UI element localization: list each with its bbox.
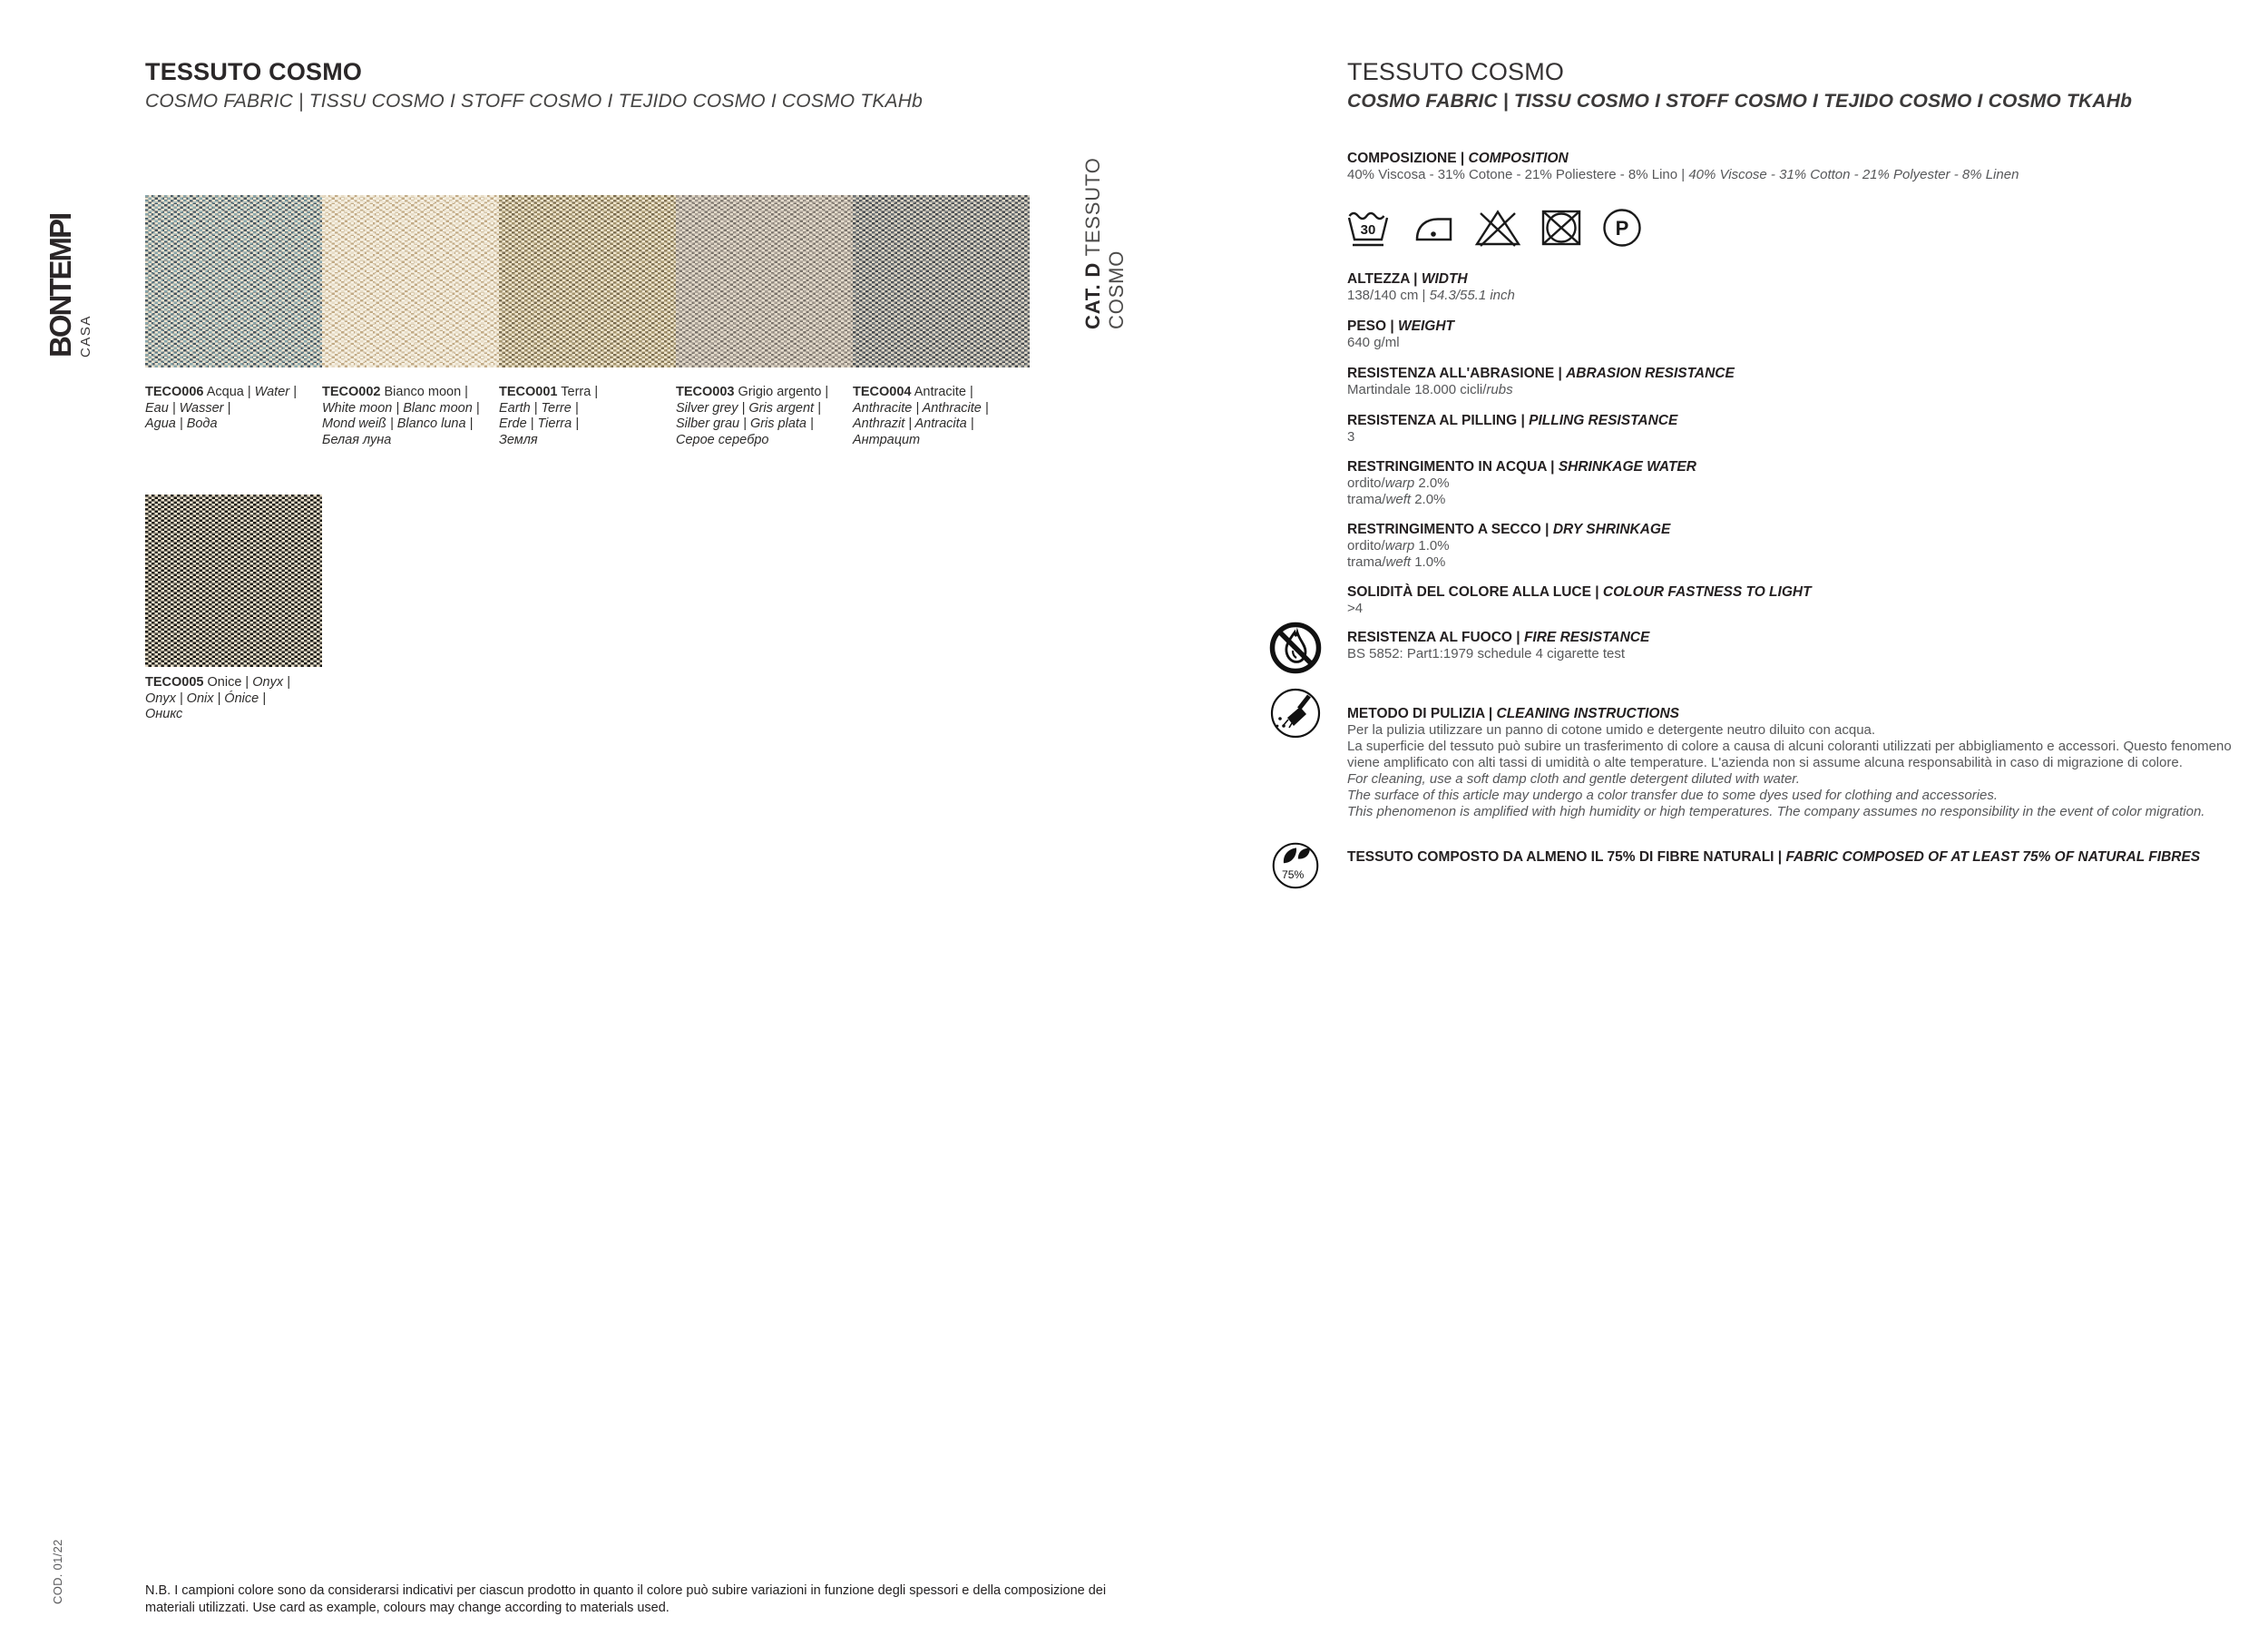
spec-abrasion-resistance: RESISTENZA ALL'ABRASIONE | ABRASION RESISTANCE Martindale 18.000 cicli/rubs	[1347, 366, 1735, 397]
swatch-label-line1: TECO003 Grigio argento |	[676, 385, 829, 399]
swatch-label-teco002: TECO002 Bianco moon | White moon | Blanc moon | Mond weiß | Blanco luna | Белая луна	[322, 385, 496, 448]
fabric-swatch-terra	[499, 195, 676, 367]
spec-colour-fastness: SOLIDITÀ DEL COLORE ALLA LUCE | COLOUR FASTNESS TO LIGHT >4	[1347, 584, 1812, 616]
spec-composition: COMPOSIZIONE | COMPOSITION 40% Viscosa - 31% Cotone - 21% Poliestere - 8% Lino | 40% Viscose - 31% Cotton - 21% Polyester - 8% Linen	[1347, 151, 2019, 182]
spec-weight: PESO | WEIGHT 640 g/ml	[1347, 318, 1455, 350]
fabric-swatch-grigio-argento	[676, 195, 853, 367]
page-title-right: TESSUTO COSMO	[1347, 58, 1565, 85]
swatch-label-teco006: TECO006 Acqua | Water | Eau | Wasser | Agua | Вода	[145, 385, 319, 433]
swatch-label-teco005: TECO005 Onice | Onyx | Onyx | Onix | Ónice | Оникс	[145, 675, 319, 723]
swatch-label-line1: TECO005 Onice | Onyx |	[145, 675, 290, 690]
spec-cleaning-instructions: METODO DI PULIZIA | CLEANING INSTRUCTIONS Per la pulizia utilizzare un panno di cotone umido e detergente neutro diluito con acqua. La superficie del tessuto può subire un trasferimento di colore a causa di alcuni coloranti utilizzati per abbigliamento e accessori. Questo fenomeno viene amplificato con alti tassi di umidità o alte temperature. L'azienda non si assume alcuna responsabilità in caso di migrazione di colore. For cleaning, use a soft damp cloth and gentle detergent diluted with water. The surface of this article may undergo a color transfer due to some dyes used for clothing and accessories. This phenomenon is amplified with high humidity or high temperatures. The company assumes no responsibility in the event of color migration.	[1347, 706, 2232, 819]
swatch-label-line1: TECO001 Terra |	[499, 385, 599, 399]
swatch-label-line1: TECO002 Bianco moon |	[322, 385, 468, 399]
fabric-swatch-antracite	[853, 195, 1030, 367]
spec-fire-resistance: RESISTENZA AL FUOCO | FIRE RESISTANCE BS 5852: Part1:1979 schedule 4 cigarette test	[1347, 630, 1650, 661]
do-not-bleach-icon	[1474, 207, 1521, 249]
svg-text:30: 30	[1360, 222, 1376, 238]
page-title-left: TESSUTO COSMO	[145, 58, 363, 85]
brand-logo-text: BONTEMPI	[44, 213, 77, 358]
spec-dry-shrinkage: RESTRINGIMENTO A SECCO | DRY SHRINKAGE ordito/warp 1.0% trama/weft 1.0%	[1347, 522, 1671, 570]
swatch-label-teco001: TECO001 Terra | Earth | Terre | Erde | Tierra | Земля	[499, 385, 673, 448]
fabric-swatch-acqua	[145, 195, 322, 367]
care-icons-row	[1345, 207, 1643, 249]
swatch-label-line1: TECO006 Acqua | Water |	[145, 385, 297, 399]
cleaning-brush-icon	[1268, 686, 1323, 740]
page-subtitle-left: COSMO FABRIC | TISSU COSMO I STOFF COSMO I TEJIDO COSMO I COSMO TKAHb	[145, 91, 923, 112]
document-code: COD. 01/22	[51, 1539, 64, 1604]
fire-resistance-icon	[1268, 621, 1323, 675]
iron-icon	[1408, 211, 1457, 249]
wash-30-icon	[1345, 207, 1391, 249]
spec-width: ALTEZZA | WIDTH 138/140 cm | 54.3/55.1 inch	[1347, 271, 1515, 303]
natural-fibres-75-icon	[1270, 840, 1321, 891]
fabric-swatch-strip	[145, 195, 1030, 367]
category-code: CAT. D	[1081, 261, 1104, 329]
fabric-swatch-onice	[145, 495, 322, 667]
dry-clean-p-icon	[1601, 207, 1643, 249]
swatch-label-line1: TECO004 Antracite |	[853, 385, 973, 399]
swatch-label-teco004: TECO004 Antracite | Anthracite | Anthracite | Anthrazit | Antracita | Антрацит	[853, 385, 1027, 448]
svg-text:75%: 75%	[1282, 868, 1305, 881]
svg-text:P: P	[1615, 217, 1629, 240]
page-subtitle-right: COSMO FABRIC | TISSU COSMO I STOFF COSMO I TEJIDO COSMO I COSMO TKAHb	[1347, 91, 2133, 112]
fabric-swatch-bianco-moon	[322, 195, 499, 367]
brand-logo	[44, 165, 93, 358]
spec-shrinkage-water: RESTRINGIMENTO IN ACQUA | SHRINKAGE WATER ordito/warp 2.0% trama/weft 2.0%	[1347, 459, 1696, 507]
swatch-label-teco003: TECO003 Grigio argento | Silver grey | Gris argent | Silber grau | Gris plata | Серое серебро	[676, 385, 850, 448]
do-not-tumble-dry-icon	[1539, 207, 1584, 249]
brand-logo-subtext: CASA	[78, 315, 93, 358]
color-disclaimer-note: N.B. I campioni colore sono da considerarsi indicativi per ciascun prodotto in quanto il colore può subire variazioni in funzione degli spessori e della composizione dei materiali utilizzati. Use card as example, colours may change according to materials used.	[145, 1583, 1107, 1615]
category-fabric-name: TESSUTO COSMO	[1081, 157, 1128, 329]
category-vertical-label	[1081, 77, 1129, 329]
spec-natural-fibres: TESSUTO COMPOSTO DA ALMENO IL 75% DI FIBRE NATURALI | FABRIC COMPOSED OF AT LEAST 75% OF NATURAL FIBRES	[1347, 849, 2201, 865]
spec-pilling-resistance: RESISTENZA AL PILLING | PILLING RESISTANCE 3	[1347, 413, 1678, 445]
